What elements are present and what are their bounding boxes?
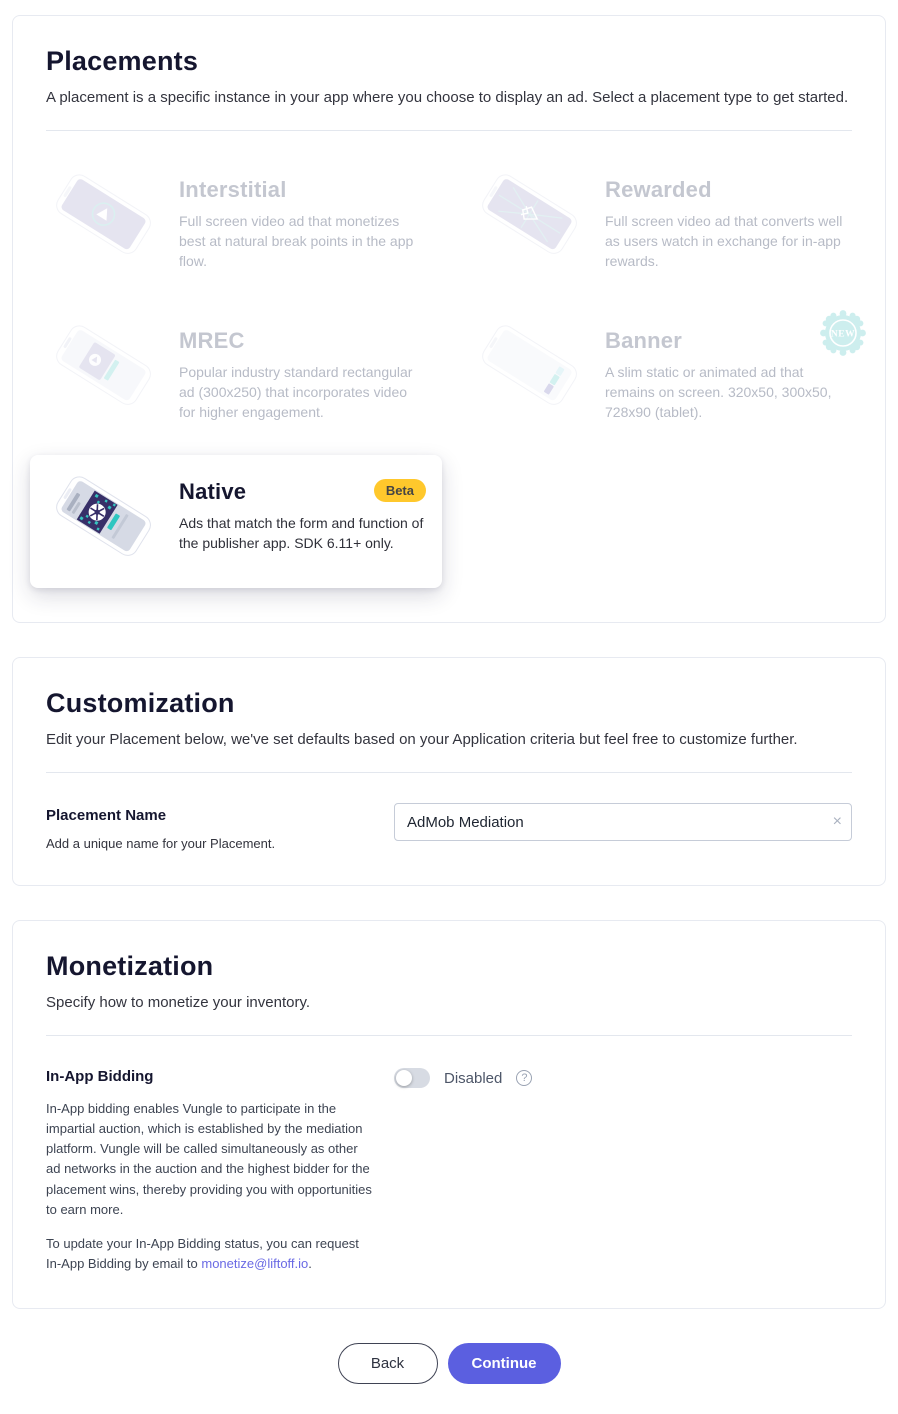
paragraph-2-suffix: .	[308, 1255, 312, 1271]
toggle-knob	[396, 1070, 412, 1086]
placement-option-title: Rewarded	[605, 177, 712, 202]
monetization-title: Monetization	[46, 951, 214, 981]
placement-option-description: A slim static or animated ad that remains on screen. 320x50, 300x50, 728x90 (tablet).	[605, 364, 832, 420]
help-question-icon[interactable]: ?	[516, 1070, 532, 1086]
beta-badge: Beta	[374, 479, 426, 502]
placement-option-description: Full screen video ad that converts well as users watch in exchange for in-app rewards.	[605, 213, 843, 269]
placement-name-help: Add a unique name for your Placement.	[46, 836, 276, 851]
placement-option-interstitial[interactable]	[30, 153, 442, 286]
placement-option-title: Native	[179, 479, 247, 504]
native-phone-icon	[46, 469, 161, 574]
customization-description: Edit your Placement below, we've set defaults based on your Application criteria but feel free to customize further.	[46, 731, 798, 748]
new-badge-icon	[820, 310, 866, 361]
placements-card	[12, 15, 886, 623]
placement-option-title: Interstitial	[179, 177, 287, 202]
rewarded-phone-icon	[472, 167, 587, 272]
monetize-email-link[interactable]: monetize@liftoff.io	[201, 1255, 309, 1271]
placement-options-grid	[30, 153, 868, 588]
customization-title: Customization	[46, 688, 235, 718]
divider	[46, 130, 852, 131]
placement-option-banner[interactable]	[456, 304, 868, 437]
in-app-bidding-toggle[interactable]	[394, 1068, 430, 1088]
placement-name-input-wrap	[394, 803, 852, 841]
banner-phone-icon	[472, 318, 587, 423]
placement-option-description: Full screen video ad that monetizes best at natural break points in the app flow.	[179, 213, 414, 269]
placement-name-input[interactable]	[394, 803, 852, 841]
placement-option-title: MREC	[179, 328, 245, 353]
placement-option-title: Banner	[605, 328, 682, 353]
interstitial-phone-icon	[46, 167, 161, 272]
placement-option-native[interactable]	[30, 455, 442, 588]
monetization-description: Specify how to monetize your inventory.	[46, 994, 311, 1011]
paragraph-2-prefix: To update your In-App Bidding status, you can request In-App Bidding by email to	[46, 1235, 359, 1271]
monetization-card	[12, 920, 886, 1309]
customization-card	[12, 657, 886, 886]
placement-option-mrec[interactable]	[30, 304, 442, 437]
placement-name-label: Placement Name	[46, 807, 167, 824]
placements-title: Placements	[46, 46, 199, 76]
bidding-toggle-row	[394, 1066, 532, 1088]
in-app-bidding-row	[46, 1066, 852, 1274]
bidding-state-label: Disabled	[444, 1069, 503, 1087]
clear-input-icon[interactable]: ×	[832, 813, 842, 830]
placements-description: A placement is a specific instance in your app where you choose to display an ad. Select a placement type to get started.	[46, 89, 849, 106]
divider	[46, 772, 852, 773]
placement-option-description: Ads that match the form and function of the publisher app. SDK 6.11+ only.	[179, 515, 424, 551]
back-button[interactable]: Back	[338, 1343, 438, 1384]
footer-actions	[0, 1343, 898, 1384]
continue-button[interactable]: Continue	[448, 1343, 561, 1384]
placement-name-row	[46, 803, 852, 851]
in-app-bidding-paragraph-2	[46, 1234, 374, 1274]
divider	[46, 1035, 852, 1036]
in-app-bidding-paragraph-1: In-App bidding enables Vungle to participate in the impartial auction, which is established by the mediation platform. Vungle will be called simultaneously as other ad networks in the auction and the highest bidder for the placement wins, thereby providing you with opportunities to earn more.	[46, 1101, 372, 1217]
placement-option-rewarded[interactable]	[456, 153, 868, 286]
mrec-phone-icon	[46, 318, 161, 423]
in-app-bidding-label: In-App Bidding	[46, 1068, 154, 1085]
svg-text:NEW: NEW	[830, 329, 856, 340]
placement-option-description: Popular industry standard rectangular ad (300x250) that incorporates video for higher engagement.	[179, 364, 413, 420]
